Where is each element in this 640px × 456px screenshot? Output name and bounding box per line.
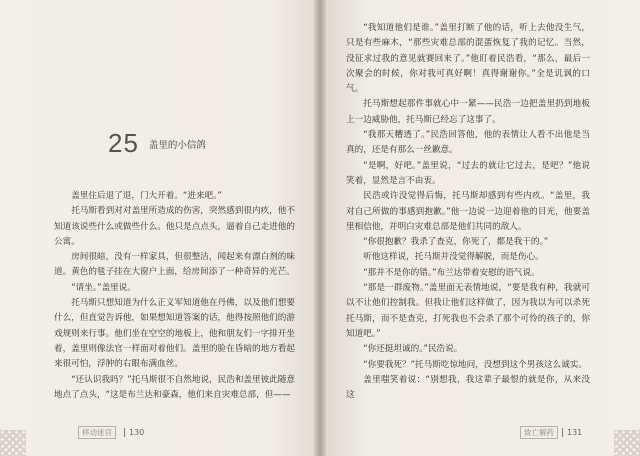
- chapter-title: 盖里的小信鸽: [148, 139, 206, 151]
- footer-divider: [562, 428, 563, 437]
- corner-ornament: [0, 430, 26, 456]
- corner-ornament: [614, 430, 640, 456]
- paragraph: 民浩或许没觉得后悔，托马斯却感到有些内疚。“盖里，我对自己所做的事感到抱歉。”他一边说一边迎着他的目光，他要盖里相信他，并明白灾难总部是他们共同的敌人。: [346, 191, 590, 232]
- chapter-heading: [108, 128, 206, 159]
- paragraph: 听他这样说，托马斯并没觉得解脱，而是伤心。: [363, 252, 544, 263]
- paragraph: 盖里嗤笑着说：“别想我，我这辈子最恨的就是你，从来没这: [346, 374, 590, 401]
- book-gutter: [314, 0, 326, 456]
- paragraph: “是啊，好吧。”盖里说，“过去的就让它过去，是吧？”他说笑着，显然是言不由衷。: [346, 160, 590, 186]
- left-page-footer: [78, 426, 144, 439]
- paragraph: 托马斯只想知道为什么正义军知道他在丹佛，以及他们想要什么，但直觉告诉他，如果想知道答案的话，他得按照他们的游戏规则来行事。他们坐在空空的地板上，他和朋友们一字排开坐着，盖里则像法官一样面对着他们。盖里的脸在昏暗的地方看起来很可怕，浮肿的右眼布满血丝。: [54, 298, 295, 370]
- paragraph: 托马斯想起那件事就心中一紧——民浩一边把盖里扔到地板上一边威胁他，托马斯已经忘了这事了。: [346, 99, 590, 125]
- page-number: 130: [129, 428, 145, 437]
- paragraph: “那并不是你的错。”布兰达带着安慰的语气说。: [363, 267, 540, 278]
- paragraph: “你要我死？”托马斯吃惊地问，没想到这个男孩这么诚实。: [363, 359, 587, 370]
- right-page-footer: [520, 426, 582, 439]
- series-title: 致亡解药: [520, 426, 558, 439]
- paragraph: 托马斯看到对对盖里所造成的伤害，突然感到很内疚，他不知道该说些什么或做些什么。他只是点点头，逼着自己走进他的公寓。: [54, 206, 295, 247]
- series-title: 移动迷宫: [78, 426, 116, 439]
- paragraph: 房间很暗，没有一样家具，但很整洁，闻起来有漂白剂的味道。黄色的毯子挂在大窗户上面，给房间添了一种奇异的光芒。: [54, 252, 295, 278]
- footer-divider: [124, 428, 125, 437]
- page-number: 131: [567, 428, 583, 437]
- paragraph: “那是一群废物。”盖里面无表情地说，“要是我有种，我就可以不让他们控制我。但我让他们这样做了，因为我以为可以杀死托马斯，而不是查克，打死我也不会杀了那个可怜的孩子的，你知道吧。”: [346, 283, 590, 339]
- left-page-body: [54, 189, 295, 403]
- paragraph: “我知道他们是谁。”盖里打断了他的话，听上去他没生气，只是有些麻木，“那些灾难总部的混蛋恢复了我的记忆。当然，没征求过我的意见就赛回来了。”他盯着民浩看，“那么，最后一次聚会的时候，你对我可真好啊！真得谢谢你。”全是讥讽的口气。: [346, 23, 590, 95]
- paragraph: 盖里住后退了退，门大开着。“进来吧。”: [71, 191, 222, 201]
- right-page-body: [346, 21, 590, 403]
- paragraph: “你还挺坦诚的。”民浩说。: [363, 344, 463, 355]
- paragraph: “请坐。”盖里说。: [71, 282, 136, 293]
- paragraph: “我那天糟透了。”民浩回答他，他的表情让人看不出他是当真的，还是有那么一丝歉意。: [346, 130, 590, 156]
- paragraph: “你很抱歉？我杀了查克，你死了，都是我干的。”: [363, 237, 549, 248]
- chapter-number: 25: [108, 128, 139, 158]
- paragraph: “还认识我吗？”托马斯很不自然地说，民浩和盖里彼此随意地点了点头，“这是布兰达和豪森，他们来自灾难总部，但——: [54, 374, 295, 400]
